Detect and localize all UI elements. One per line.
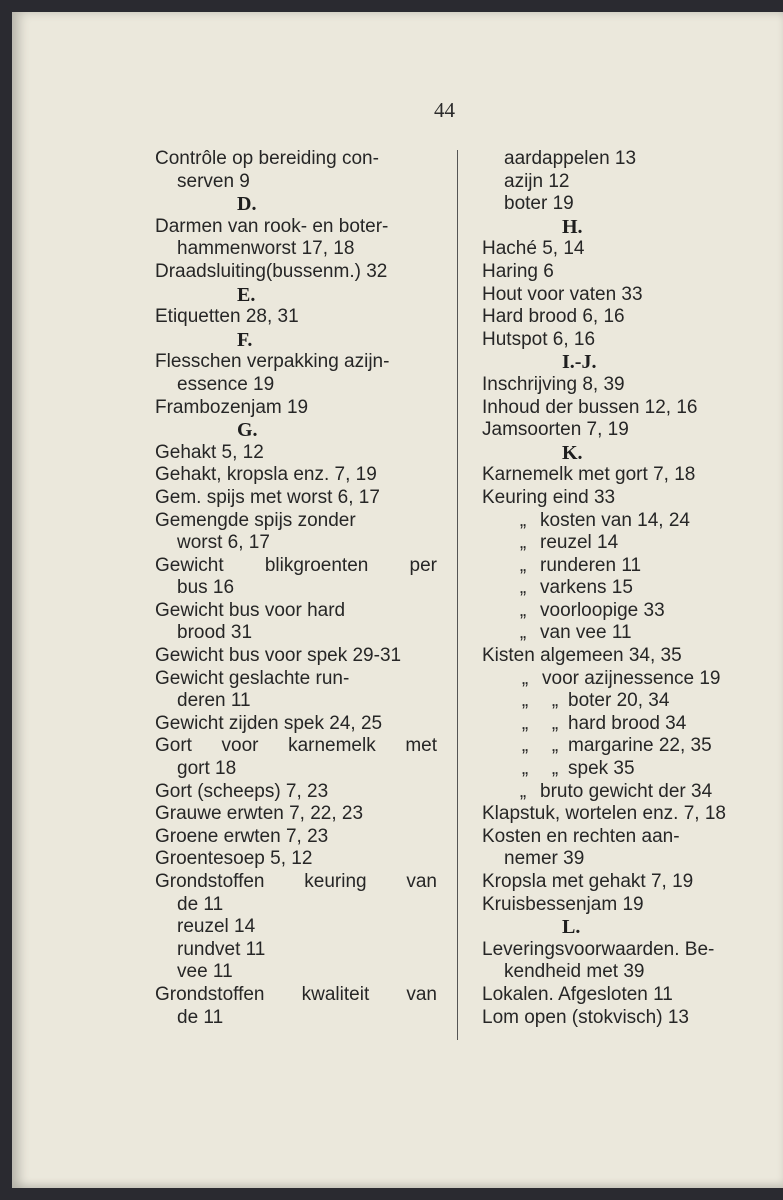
index-entry: Kisten algemeen 34, 35 (482, 645, 682, 667)
ditto-mark: „ (521, 735, 529, 757)
section-letter-ij: I.-J. (562, 351, 597, 374)
index-entry: Kosten en rechten aan- (482, 825, 680, 847)
index-entry: Gemengde spijs zonder (155, 509, 356, 531)
index-entry: Jamsoorten 7, 19 (482, 419, 629, 441)
ditto-mark: „ (521, 712, 529, 734)
index-entry: Gehakt 5, 12 (155, 441, 264, 463)
index-subentry: „ runderen 11 (482, 555, 762, 578)
index-entry-continuation: hammenworst 17, 18 (177, 238, 355, 260)
ditto-mark: „ (519, 622, 527, 644)
index-entry-continuation: gort 18 (177, 758, 237, 780)
section-letter-g: G. (237, 419, 258, 442)
word: met (405, 735, 437, 757)
ditto-mark: „ (521, 758, 529, 780)
section-letter-h: H. (562, 215, 583, 238)
ditto-mark: „ (519, 509, 527, 531)
index-entry: Karnemelk met gort 7, 18 (482, 464, 696, 486)
index-entry: Gewicht bus voor spek 29-31 (155, 645, 402, 667)
section-letter-d: D. (237, 193, 257, 216)
index-entry: Groentesoep 5, 12 (155, 848, 313, 870)
index-entry: Gort (scheeps) 7, 23 (155, 780, 329, 802)
index-entry: Flesschen verpakking azijn- (155, 351, 390, 373)
section-letter-k: K. (562, 441, 583, 464)
index-entry-justified (155, 735, 437, 758)
index-entry-justified (155, 984, 437, 1007)
index-entry: Gewicht geslachte run- (155, 667, 350, 689)
index-entry: Hout voor vaten 33 (482, 283, 643, 305)
index-subentry: boter 19 (504, 193, 574, 215)
index-entry: Gewicht bus voor hard (155, 599, 346, 621)
ditto-mark: „ (519, 577, 527, 599)
ditto-mark: „ (551, 758, 559, 780)
word: van (406, 871, 437, 892)
index-column-right (482, 148, 762, 1029)
ditto-mark: „ (519, 599, 527, 621)
word: Grondstoffen (155, 871, 265, 892)
index-entry: Contrôle op bereiding con- (155, 148, 379, 169)
word: kwaliteit (301, 983, 370, 1005)
index-entry: Haring 6 (482, 260, 554, 282)
index-entry-continuation: brood 31 (177, 622, 253, 644)
section-letter-e: E. (237, 283, 256, 306)
section-letter-l: L. (562, 916, 581, 939)
ditto-mark: „ (519, 532, 527, 554)
index-entry-continuation: deren 11 (177, 690, 251, 712)
index-entry-continuation: bus 16 (177, 577, 235, 599)
word: Grondstoffen (155, 983, 265, 1005)
index-subentry: „ voor azijnessence 19 (482, 668, 762, 691)
ditto-mark: „ (519, 780, 527, 802)
index-subentry: azijn 12 (504, 170, 570, 192)
ditto-mark: „ (551, 690, 559, 712)
word: voor (221, 735, 259, 757)
index-subentry: „ bruto gewicht der 34 (482, 781, 762, 804)
index-subentry: „ „ boter 20, 34 (482, 690, 762, 713)
index-subentry: aardappelen 13 (504, 148, 637, 169)
word: karnemelk (288, 735, 376, 757)
index-subentry: „ van vee 11 (482, 622, 762, 645)
index-subentry: „ „ hard brood 34 (482, 713, 762, 736)
index-subentry: „ kosten van 14, 24 (482, 510, 762, 533)
index-entry-continuation: nemer 39 (504, 848, 585, 870)
index-column-left (155, 148, 437, 1029)
word: Gewicht (155, 554, 224, 576)
index-subentry: „ „ margarine 22, 35 (482, 735, 762, 758)
index-entry-continuation: essence 19 (177, 373, 275, 395)
index-entry-continuation: worst 6, 17 (177, 532, 270, 554)
index-subentry: „ reuzel 14 (482, 532, 762, 555)
index-entry: Groene erwten 7, 23 (155, 825, 329, 847)
word: keuring (304, 871, 367, 892)
index-entry-continuation: serven 9 (177, 170, 250, 192)
index-entry: Hutspot 6, 16 (482, 328, 596, 350)
word: van (406, 983, 437, 1005)
index-entry: Inschrijving 8, 39 (482, 373, 625, 395)
ditto-mark: „ (521, 690, 529, 712)
index-entry: Inhoud der bussen 12, 16 (482, 396, 698, 418)
index-entry: Gehakt, kropsla enz. 7, 19 (155, 464, 377, 486)
index-entry: Gewicht zijden spek 24, 25 (155, 712, 383, 734)
ditto-mark: „ (551, 735, 559, 757)
index-subentry: vee 11 (177, 961, 233, 983)
index-entry: Darmen van rook- en boter- (155, 215, 389, 237)
index-entry: Klapstuk, wortelen enz. 7, 18 (482, 803, 726, 825)
index-entry: Haché 5, 14 (482, 238, 585, 260)
index-entry: Etiquetten 28, 31 (155, 306, 299, 328)
index-subentry: reuzel 14 (177, 916, 256, 938)
index-entry: Hard brood 6, 16 (482, 306, 625, 328)
index-entry-continuation: kendheid met 39 (504, 961, 645, 983)
word: Gort (155, 735, 192, 757)
index-entry: Keuring eind 33 (482, 486, 616, 508)
word: blikgroenten (264, 554, 369, 576)
column-divider (457, 150, 458, 1040)
index-subentry: „ „ spek 35 (482, 758, 762, 781)
book-page (12, 12, 783, 1188)
index-entry-justified (155, 871, 437, 894)
index-subentry: „ varkens 15 (482, 577, 762, 600)
index-entry-continuation: de 11 (177, 893, 224, 915)
ditto-mark: „ (521, 667, 529, 689)
index-entry: Frambozenjam 19 (155, 396, 309, 418)
index-subentry: rundvet 11 (177, 938, 266, 960)
index-entry-continuation: de 11 (177, 1006, 224, 1028)
index-entry: Kropsla met gehakt 7, 19 (482, 871, 694, 892)
index-entry: Draadsluiting(bussenm.) 32 (155, 260, 388, 282)
index-entry: Kruisbessenjam 19 (482, 893, 644, 915)
section-letter-f: F. (237, 328, 253, 351)
page-number: 44 (434, 98, 455, 122)
ditto-mark: „ (551, 712, 559, 734)
index-entry: Leveringsvoorwaarden. Be- (482, 938, 715, 960)
ditto-mark: „ (519, 554, 527, 576)
index-entry: Gem. spijs met worst 6, 17 (155, 486, 380, 508)
index-entry-justified (155, 555, 437, 578)
index-subentry: „ voorloopige 33 (482, 600, 762, 623)
index-entry: Grauwe erwten 7, 22, 23 (155, 803, 364, 825)
word: per (409, 554, 437, 576)
index-entry: Lokalen. Afgesloten 11 (482, 983, 673, 1005)
index-entry: Lom open (stokvisch) 13 (482, 1006, 689, 1028)
